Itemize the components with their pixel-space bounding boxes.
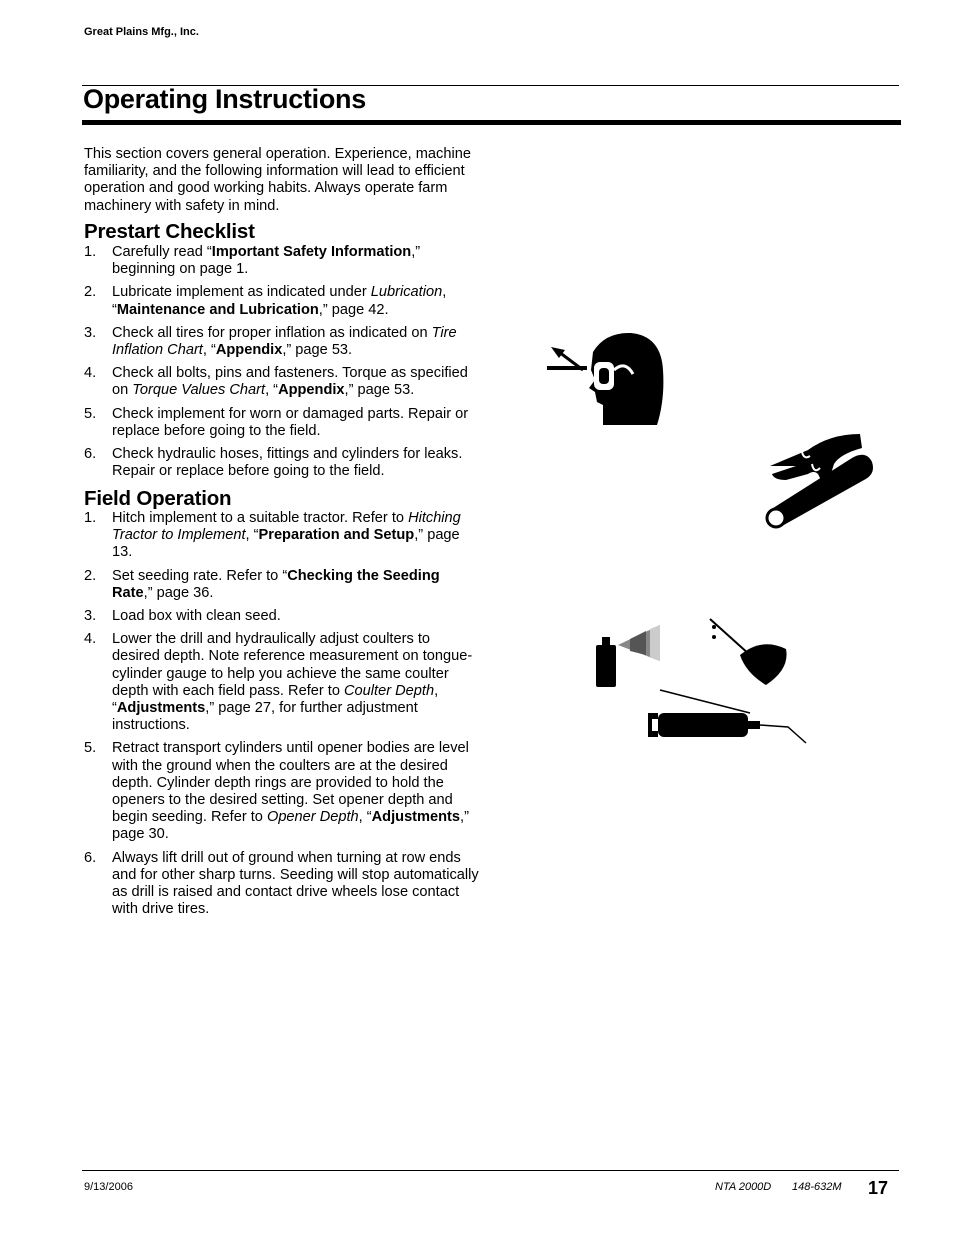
list-item-number: 3. bbox=[84, 608, 97, 625]
list-item-text: , “ bbox=[265, 382, 279, 399]
list-item bbox=[84, 365, 480, 399]
bold-reference: Adjustments bbox=[116, 700, 206, 717]
list-item-text: ,” page 53. bbox=[282, 342, 353, 359]
hydraulic-leak-hand-icon bbox=[760, 430, 880, 530]
list-item bbox=[84, 325, 480, 359]
italic-reference: Lubrication bbox=[370, 284, 443, 301]
intro-paragraph: This section covers general operation. Experience, machine familiarity, and the following information will lead to efficient operation and good working habits. Always operate farm machinery with safety in mind. bbox=[84, 146, 471, 214]
bold-reference: Important Safety Information bbox=[211, 244, 412, 260]
list-item-text: Lubricate implement as indicated under bbox=[112, 284, 371, 301]
italic-reference: Torque Values Chart bbox=[132, 382, 266, 399]
list-item-number: 2. bbox=[84, 567, 97, 584]
list-item-number: 5. bbox=[84, 740, 97, 757]
field-operation-heading: Field Operation bbox=[84, 487, 232, 510]
list-item-text: Retract transport cylinders until opener bodies are level with the ground when the coulters are at the desired depth. Cylinder depth rings are provided to hold the openers to the desired setting. Set opener depth and begin seeding. Refer to bbox=[112, 740, 469, 826]
list-item-number: 5. bbox=[84, 405, 97, 422]
list-item bbox=[84, 850, 480, 919]
list-item-number: 1. bbox=[84, 510, 97, 526]
list-item-text: Load box with clean seed. bbox=[112, 608, 281, 625]
list-item-text: Always lift drill out of ground when turning at row ends and for other sharp turns. Seeding will stop automatically as drill is raised and contact drive wheels lose contact with drive tires. bbox=[112, 849, 479, 918]
list-item-number: 6. bbox=[84, 849, 97, 866]
list-item-text: ,” page 42. bbox=[318, 301, 389, 318]
list-item bbox=[84, 510, 480, 562]
page-title: Operating Instructions bbox=[83, 84, 366, 114]
list-item-text: Check all bolts, pins and fasteners. Torque as specified on bbox=[112, 365, 468, 399]
list-item-text: ,” page 27, for further adjustment instructions. bbox=[112, 700, 418, 734]
list-item-text: , “ bbox=[112, 284, 447, 318]
bold-reference: Appendix bbox=[215, 342, 283, 359]
list-item bbox=[84, 740, 480, 843]
list-item bbox=[84, 568, 480, 602]
list-item-text: ,” page 13. bbox=[112, 527, 460, 561]
italic-reference: Hitching Tractor to Implement bbox=[112, 510, 461, 544]
footer-part-number: 148-632M bbox=[792, 1181, 842, 1193]
list-item-number: 2. bbox=[84, 284, 97, 301]
list-item-text: Check all tires for proper inflation as indicated on bbox=[112, 324, 432, 341]
list-item-text: Check hydraulic hoses, fittings and cylinders for leaks. Repair or replace before going to the field. bbox=[112, 446, 463, 480]
bold-reference: Maintenance and Lubrication bbox=[116, 301, 319, 318]
list-item-text: , “ bbox=[245, 527, 259, 544]
lubrication-icon bbox=[590, 615, 815, 745]
list-item-text: Lower the drill and hydraulically adjust coulters to desired depth. Note reference measurement on tongue-cylinder gauge to help you achieve the same coulter depth with each field pass. Refer to bbox=[112, 631, 473, 699]
prestart-heading: Prestart Checklist bbox=[84, 220, 255, 243]
prestart-list bbox=[84, 244, 480, 486]
bold-reference: Appendix bbox=[278, 382, 345, 399]
list-item-number: 6. bbox=[84, 446, 97, 463]
list-item bbox=[84, 406, 480, 440]
list-item-text: Check implement for worn or damaged parts. Repair or replace before going to the field. bbox=[112, 405, 469, 439]
list-item-text: , “ bbox=[202, 342, 216, 359]
italic-reference: Opener Depth bbox=[266, 809, 359, 826]
list-item-number: 4. bbox=[84, 365, 97, 382]
field-operation-list bbox=[84, 510, 480, 924]
company-name: Great Plains Mfg., Inc. bbox=[84, 26, 199, 38]
footer-model: NTA 2000D bbox=[715, 1181, 772, 1193]
list-item-text: Set seeding rate. Refer to “ bbox=[112, 567, 288, 584]
list-item-number: 4. bbox=[84, 631, 97, 648]
eye-protection-icon bbox=[545, 330, 670, 430]
italic-reference: Tire Inflation Chart bbox=[112, 324, 457, 359]
italic-reference: Coulter Depth bbox=[344, 682, 435, 699]
bold-reference: Preparation and Setup bbox=[258, 527, 415, 544]
bold-reference: Adjustments bbox=[371, 809, 461, 826]
footer-date: 9/13/2006 bbox=[84, 1181, 133, 1193]
list-item-text: Hitch implement to a suitable tractor. Refer to bbox=[112, 510, 409, 526]
list-item bbox=[84, 608, 480, 625]
list-item-text: Carefully read “ bbox=[112, 244, 212, 260]
footer-rule bbox=[82, 1170, 899, 1171]
list-item-text: , “ bbox=[358, 809, 372, 826]
list-item bbox=[84, 284, 480, 318]
page-number: 17 bbox=[868, 1178, 889, 1198]
list-item-text: ,” page 53. bbox=[344, 382, 415, 399]
list-item-text: ,” page 36. bbox=[143, 584, 214, 601]
bold-reference: Checking the Seeding Rate bbox=[112, 567, 440, 601]
list-item-text: , “ bbox=[112, 682, 439, 717]
list-item bbox=[84, 446, 480, 480]
list-item bbox=[84, 244, 480, 278]
list-item bbox=[84, 631, 480, 734]
title-rule bbox=[82, 120, 901, 125]
list-item-number: 1. bbox=[84, 244, 97, 260]
list-item-number: 3. bbox=[84, 324, 97, 341]
list-item-text: ,” page 30. bbox=[112, 809, 469, 843]
list-item-text: ,” beginning on page 1. bbox=[112, 244, 421, 278]
